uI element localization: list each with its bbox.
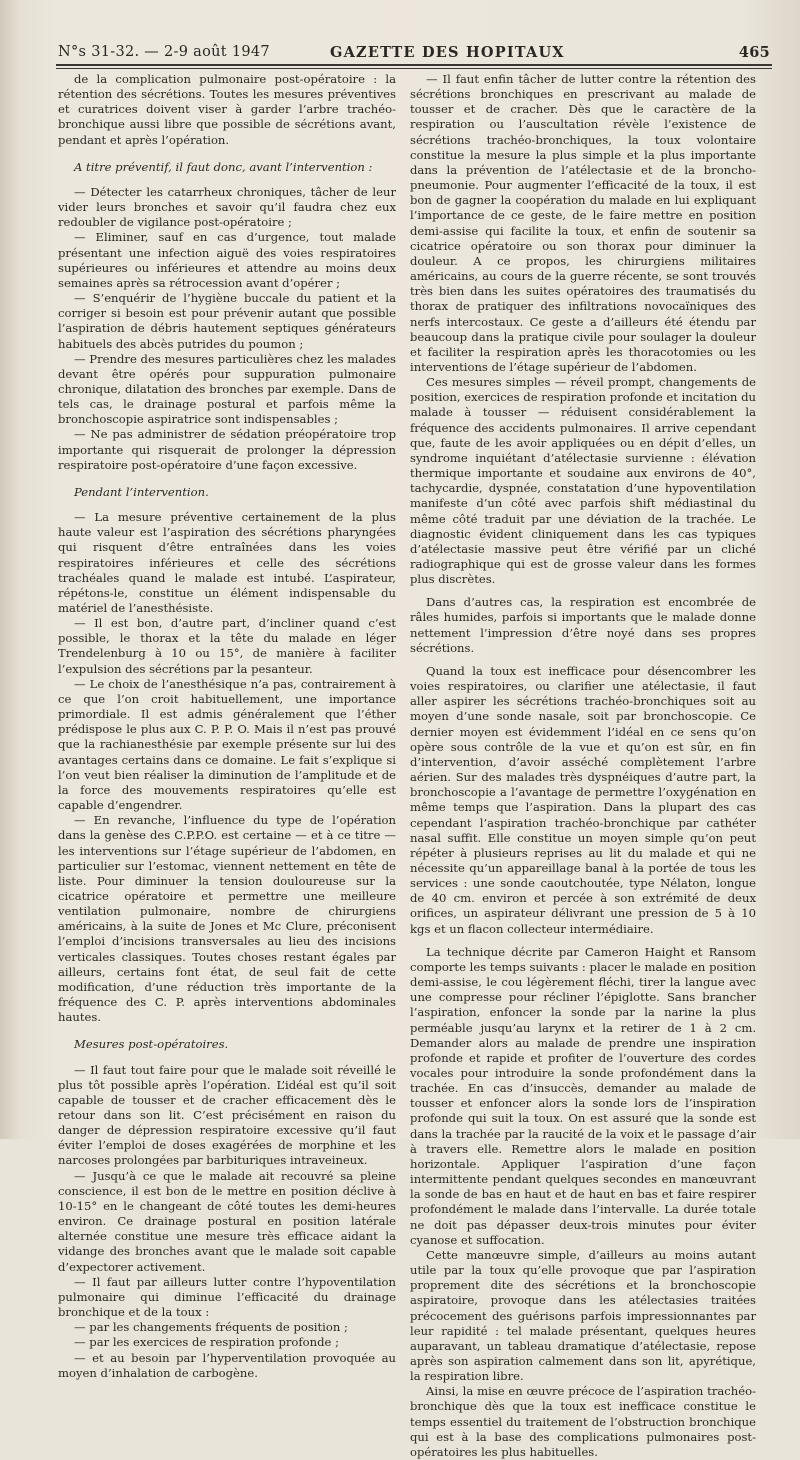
paragraph: Ainsi, la mise en œuvre précoce de l’aspiration trachéo-bronchique dès que la toux est inefficace constitue le temps essentiel du traitement de l’obstruction bronchique qui est à la base des complications pulmonaires post-opératoires les plus habituelles. <box>410 1384 756 1459</box>
issue-date: N°s 31-32. — 2-9 août 1947 <box>58 44 270 60</box>
header-rule <box>56 64 772 66</box>
paragraph: — Jusqu’à ce que le malade ait recouvré sa pleine conscience, il est bon de le mettre en position déclive à 10-15° en le changeant de côté toutes les demi-heures environ. Ce drainage postural en position latérale alternée constitue une mesure très efficace aidant la vidange des bronches avant que le malade soit capable d’expectorer activement. <box>58 1168 396 1274</box>
paragraph: — Eliminer, sauf en cas d’urgence, tout malade présentant une infection aiguë des voies respiratoires supérieures ou inférieures et attendre au moins deux semaines après sa rétrocession avant d’opérer ; <box>58 230 396 290</box>
paragraph: — Détecter les catarrheux chroniques, tâcher de leur vider leurs bronches et savoir qu’il faudra chez eux redoubler de vigilance post-opératoire ; <box>58 184 396 230</box>
paragraph: — Il faut tout faire pour que le malade soit réveillé le plus tôt possible après l’opération. L’idéal est qu’il soit capable de tousser et de cracher efficacement dès le retour dans son lit. C’est précisément en raison du danger de dépression respiratoire excessive qu’il faut éviter l’emploi de doses exagérées de morphine et les narcoses prolongées par barbituriques intraveineux. <box>58 1062 396 1168</box>
paragraph: — et au besoin par l’hyperventilation provoquée au moyen d’inhalation de carbogène. <box>58 1350 396 1380</box>
paragraph: Cette manœuvre simple, d’ailleurs au moins autant utile par la toux qu’elle provoque que par l’aspiration proprement dite des sécrétions et la bronchoscopie aspiratoire, provoque dans les atélectasies traitées précocement des guérisons parfois impressionnantes par leur rapidité : tel malade présentant, quelques heures auparavant, un tableau dramatique d’atélectasie, repose après son aspiration calmement dans son lit, apyrétique, la respiration libre. <box>410 1247 756 1384</box>
running-header <box>58 40 770 64</box>
section-subheading: Mesures post-opératoires. <box>74 1037 229 1052</box>
paragraph: — Il faut enfin tâcher de lutter contre la rétention des sécrétions bronchiques en prescrivant au malade de tousser et de cracher. Dès que le caractère de la respiration ou l’auscultation révèle l’existence de sécrétions trachéo-bronchiques, la toux volontaire constitue la mesure la plus simple et la plus importante dans la prévention de l’atélectasie et de la broncho-pneumonie. Pour augmenter l’efficacité de la toux, il est bon de gagner la coopération du malade en lui expliquant l’importance de ce geste, de le faire mettre en position demi-assise qui facilite la toux, et enfin de soutenir sa cicatrice opératoire ou son thorax pour diminuer la douleur. A ce propos, les chirurgiens militaires américains, au cours de la guerre récente, se sont trouvés très bien dans les suites opératoires des traumatisés du thorax de pratiquer des infiltrations novocaïniques des nerfs intercostaux. Ce geste a d’ailleurs été étendu par beaucoup dans la pratique civile pour soulager la douleur et faciliter la respiration après les thoracotomies ou les interventions de l’étage supérieur de l’abdomen. <box>410 72 756 374</box>
header-rule-thin <box>56 68 772 69</box>
text-column-left <box>58 72 396 1380</box>
paragraph: — Il est bon, d’autre part, d’incliner quand c’est possible, le thorax et la tête du malade en léger Trendelenburg à 10 ou 15°, de manière à faciliter l’expulsion des sécrétions par la pesanteur. <box>58 616 396 676</box>
text-column-right <box>410 72 756 1459</box>
paragraph: Ces mesures simples — réveil prompt, changements de position, exercices de respiration profonde et incitation du malade à tousser — réduisent considérablement la fréquence des accidents pulmonaires. Il arrive cependant que, faute de les avoir appliquées ou en dépit d’elles, un syndrome inquiétant d’atélectasie survienne : élévation thermique importante et soudaine aux environs de 40°, tachycardie, dyspnée, constatation d’une hypoventilation manifeste d’un côté avec parfois shift médiastinal du même côté traduit par une déviation de la trachée. Le diagnostic évident cliniquement dans les cas typiques d’atélectasie massive peut être vérifié par un cliché radiographique qui est de grosse valeur dans les formes plus discrètes. <box>410 375 756 587</box>
paragraph: — Le choix de l’anesthésique n’a pas, contrairement à ce que l’on croit habituellement, une importance primordiale. Il est admis généralement que l’éther prédispose le plus aux C. P. P. O. Mais il n’est pas prouvé que la rachianesthésie par exemple présente sur lui des avantages certains dans ce domaine. Le fait s’explique si l’on veut bien réaliser la diminution de l’amplitude et de la force des mouvements respiratoires qu’elle est capable d’engendrer. <box>58 676 396 813</box>
section-subheading: Pendant l’intervention. <box>74 484 209 499</box>
paragraph: — S’enquérir de l’hygiène buccale du patient et la corriger si besoin est pour prévenir autant que possible l’aspiration de débris hautement septiques générateurs habituels des abcès putrides du poumon ; <box>58 291 396 351</box>
paragraph: Dans d’autres cas, la respiration est encombrée de râles humides, parfois si importants que le malade donne nettement l’impression d’être noyé dans ses propres sécrétions. <box>410 595 756 655</box>
paragraph: La technique décrite par Cameron Haight et Ransom comporte les temps suivants : placer le malade en position demi-assise, le cou légèrement fléchi, tirer la langue avec une compresse pour récliner l’épiglotte. Sans brancher l’aspiration, enfoncer la sonde par la narine la plus perméable jusqu’au larynx et la retirer de 1 à 2 cm. Demander alors au malade de prendre une inspiration profonde et rapide et profiter de l’ouverture des cordes vocales pour introduire la sonde profondément dans la trachée. En cas d’insuccès, demander au malade de tousser et enfoncer alors la sonde lors de l’inspiration profonde qui suit la toux. On est assuré que la sonde est dans la trachée par la raucité de la voix et le passage d’air à travers elle. Remettre alors le malade en position horizontale. Appliquer l’aspiration d’une façon intermittente pendant quelques secondes en manœuvrant la sonde de bas en haut et de haut en bas et faire respirer profondément le malade dans l’intervalle. La durée totale ne doit pas dépasser deux-trois minutes pour éviter cyanose et suffocation. <box>410 944 756 1247</box>
paragraph: Quand la toux est inefficace pour désencombrer les voies respiratoires, ou clarifier une atélectasie, il faut aller aspirer les sécrétions trachéo-bronchiques soit au moyen d’une sonde nasale, soit par bronchoscopie. Ce dernier moyen est évidemment l’idéal en ce sens qu’on opère sous contrôle de la vue et qu’on est sûr, en fin d’intervention, d’avoir asséché complètement l’arbre aérien. Sur des malades très dyspnéiques d’autre part, la bronchoscopie a l’avantage de permettre l’oxygénation en même temps que l’aspiration. Dans la plupart des cas cependant l’aspiration trachéo-bronchique par cathéter nasal suffit. Elle constitue un moyen simple qu’on peut répéter à plusieurs reprises au lit du malade et qui ne nécessite qu’un appareillage banal à la portée de tous les services : une sonde caoutchoutée, type Nélaton, longue de 40 cm. environ et percée à son extrémité de deux orifices, un aspirateur délivrant une pression de 5 à 10 kgs et un flacon collecteur intermédiaire. <box>410 663 756 936</box>
journal-title: GAZETTE DES HOPITAUX <box>330 44 565 61</box>
page-number: 465 <box>738 44 770 61</box>
section-subheading: A titre préventif, il faut donc, avant l’intervention : <box>74 159 373 174</box>
paragraph: — Prendre des mesures particulières chez les malades devant être opérés pour suppuration pulmonaire chronique, dilatation des bronches par exemple. Dans de tels cas, le drainage postural et parfois même la bronchoscopie aspiratrice sont indispensables ; <box>58 351 396 427</box>
paragraph: — Il faut par ailleurs lutter contre l’hypoventilation pulmonaire qui diminue l’efficacité du drainage bronchique et de la toux : <box>58 1274 396 1320</box>
paragraph: — par les changements fréquents de position ; <box>74 1320 348 1335</box>
paragraph: — En revanche, l’influence du type de l’opération dans la genèse des C.P.P.O. est certaine — et à ce titre — les interventions sur l’étage supérieur de l’abdomen, en particulier sur l’estomac, viennent nettement en tête de liste. Pour diminuer la tension douloureuse sur la cicatrice opératoire et permettre une meilleure ventilation pulmonaire, nombre de chirurgiens américains, à la suite de Jones et Mc Clure, préconisent l’emploi d’incisions transversales au lieu des incisions verticales classiques. Toutes choses restant égales par ailleurs, certains font état, de seul fait de cette modification, d’une réduction très importante de la fréquence des C. P. après interventions abdominales hautes. <box>58 813 396 1025</box>
paragraph: — par les exercices de respiration profonde ; <box>74 1335 339 1350</box>
paragraph: — La mesure préventive certainement de la plus haute valeur est l’aspiration des sécrétions pharyngées qui risquent d’être entraînées dans les voies respiratoires inférieures et celle des sécrétions trachéales quand le malade est intubé. L’aspirateur, répétons-le, constitue un élément indispensable du matériel de l’anesthésiste. <box>58 510 396 615</box>
paragraph: de la complication pulmonaire post-opératoire : la rétention des sécrétions. Toutes les mesures préventives et curatrices doivent viser à garder l’arbre trachéo-bronchique aussi libre que possible de sécrétions avant, pendant et après l’opération. <box>58 72 396 147</box>
paragraph: — Ne pas administrer de sédation préopératoire trop importante qui risquerait de prolonger la dépression respiratoire post-opératoire d’une façon excessive. <box>58 427 396 472</box>
